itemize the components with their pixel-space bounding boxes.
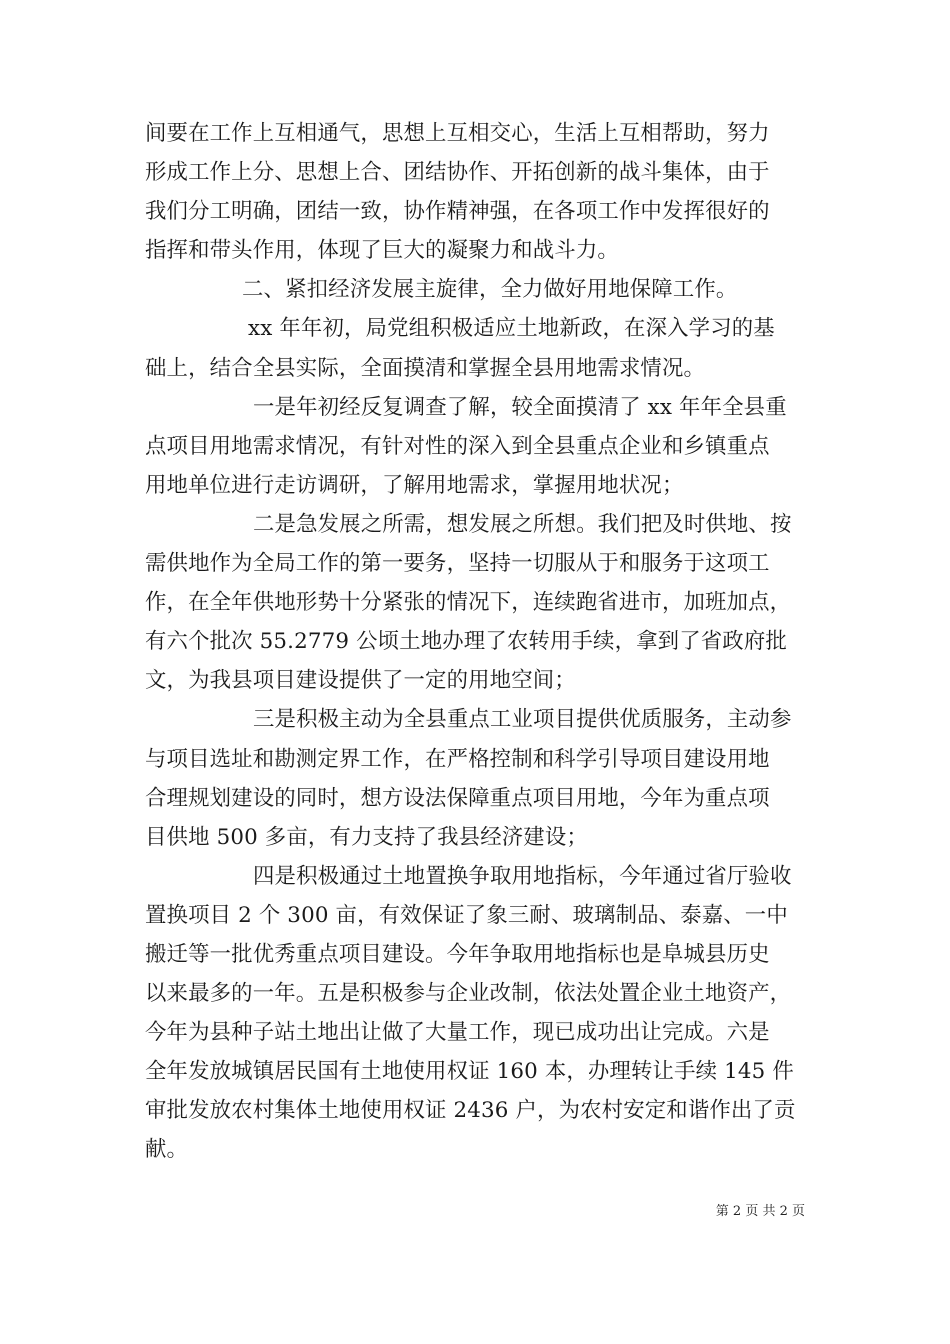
text-line: 需供地作为全局工作的第一要务，坚持一切服从于和服务于这项工 xyxy=(145,551,770,577)
text-line: 础上，结合全县实际，全面摸清和掌握全县用地需求情况。 xyxy=(145,355,706,381)
text-line: 我们分工明确，团结一致，协作精神强，在各项工作中发挥很好的 xyxy=(145,199,770,225)
text-line: 点项目用地需求情况，有针对性的深入到全县重点企业和乡镇重点 xyxy=(145,433,770,459)
text-line: 有六个批次 55.2779 公顷土地办理了农转用手续，拿到了省政府批 xyxy=(145,629,787,655)
text-line: 二是急发展之所需，想发展之所想。我们把及时供地、按 xyxy=(253,511,792,537)
text-line: 文，为我县项目建设提供了一定的用地空间； xyxy=(145,668,576,694)
document-body xyxy=(145,114,813,1170)
text-line: 今年为县种子站土地出让做了大量工作，现已成功出让完成。六是 xyxy=(145,1020,770,1046)
text-line: 以来最多的一年。五是积极参与企业改制，依法处置企业土地资产， xyxy=(145,981,792,1007)
text-line: 与项目选址和勘测定界工作，在严格控制和科学引导项目建设用地 xyxy=(145,746,770,772)
text-line: 间要在工作上互相通气，思想上互相交心，生活上互相帮助，努力 xyxy=(145,121,770,146)
text-line: 作，在全年供地形势十分紧张的情况下，连续跑省进市，加班加点， xyxy=(145,590,792,616)
text-line: 二、紧扣经济发展主旋律，全力做好用地保障工作。 xyxy=(242,277,738,303)
page-number-footer: 第 2 页 共 2 页 xyxy=(715,1204,805,1219)
text-line: xx 年年初，局党组积极适应土地新政，在深入学习的基 xyxy=(248,316,775,342)
text-line: 搬迁等一批优秀重点项目建设。今年争取用地指标也是阜城县历史 xyxy=(145,941,770,967)
text-line: 三是积极主动为全县重点工业项目提供优质服务，主动参 xyxy=(253,707,792,733)
text-line: 合理规划建设的同时，想方设法保障重点项目用地，今年为重点项 xyxy=(145,785,770,811)
text-line: 用地单位进行走访调研，了解用地需求，掌握用地状况； xyxy=(145,472,684,498)
text-line: 四是积极通过土地置换争取用地指标，今年通过省厅验收 xyxy=(253,863,792,889)
text-line: 一是年初经反复调查了解，较全面摸清了 xx 年年全县重 xyxy=(253,394,787,420)
text-line: 全年发放城镇居民国有土地使用权证 160 本，办理转让手续 145 件 xyxy=(145,1059,794,1085)
text-line: 指挥和带头作用，体现了巨大的凝聚力和战斗力。 xyxy=(145,238,619,264)
text-line: 形成工作上分、思想上合、团结协作、开拓创新的战斗集体，由于 xyxy=(145,160,770,186)
text-line: 审批发放农村集体土地使用权证 2436 户，为农村安定和谐作出了贡 xyxy=(145,1098,796,1124)
text-line: 献。 xyxy=(145,1137,189,1163)
text-line: 置换项目 2 个 300 亩，有效保证了象三耐、玻璃制品、泰嘉、一中 xyxy=(145,902,788,928)
text-line: 目供地 500 多亩，有力支持了我县经济建设； xyxy=(145,824,588,850)
